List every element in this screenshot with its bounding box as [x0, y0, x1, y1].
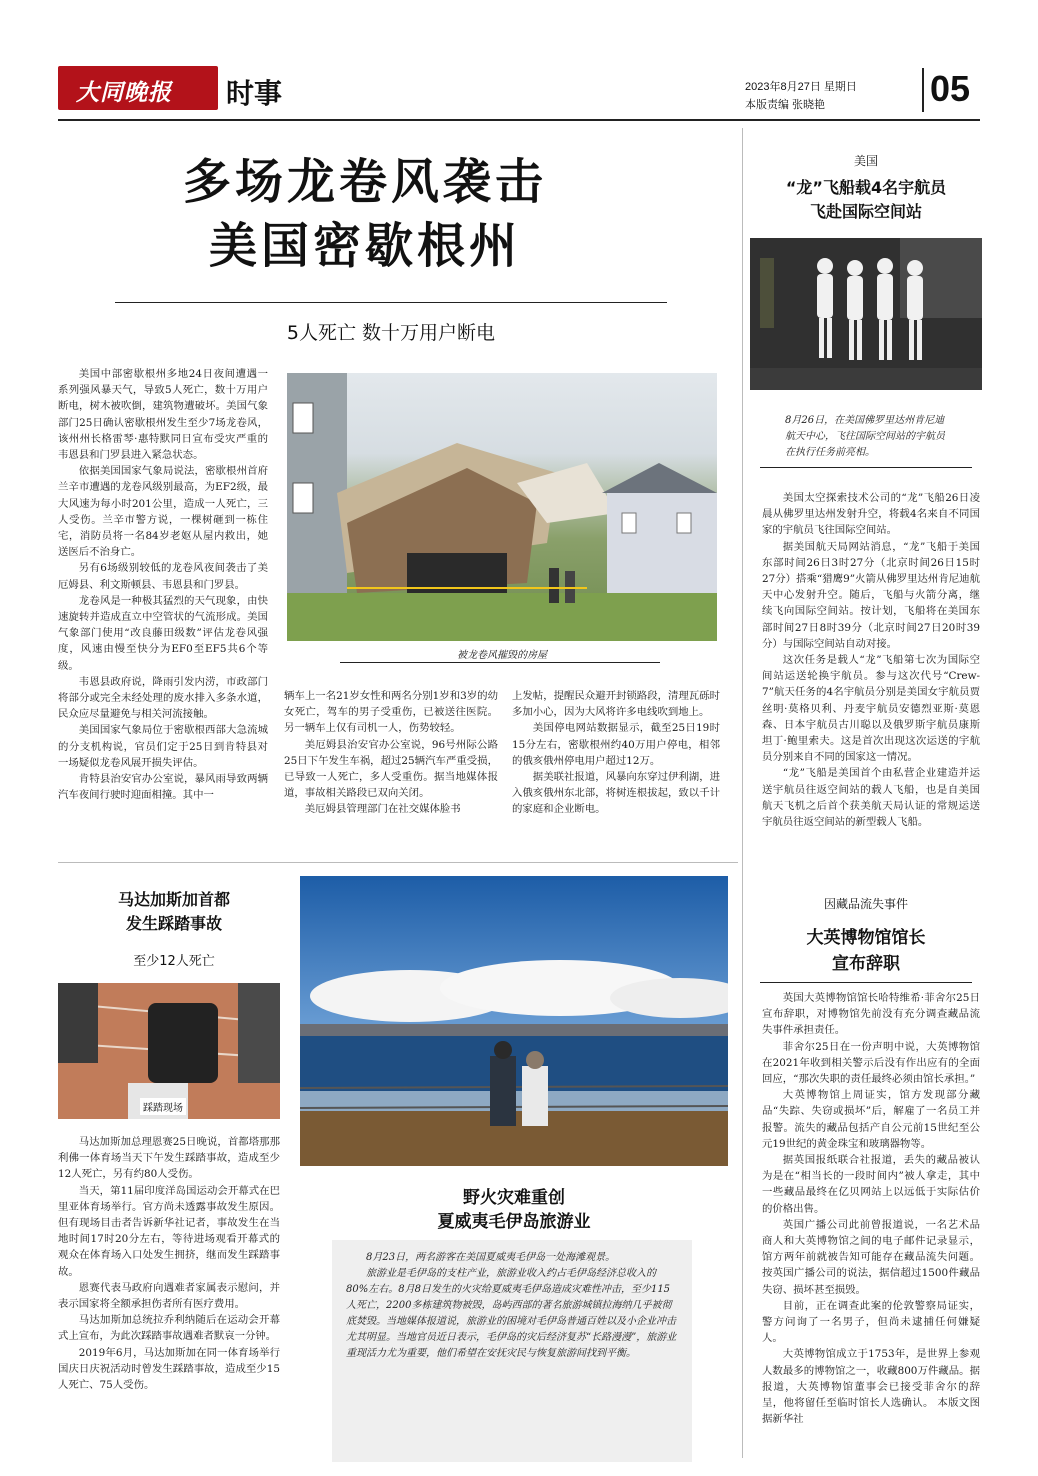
astronauts-image [750, 238, 982, 390]
museum-headline [750, 925, 982, 977]
paragraph: 上发帖，提醒民众避开封锁路段，清理瓦砾时多加小心，因为大风将许多电线吹到地上。 [512, 690, 720, 719]
paragraph: 2019年6月，马达加斯加在同一体育场举行国庆日庆祝活动时曾发生踩踏事故，造成至少15人死亡、75人受伤。 [58, 1346, 280, 1392]
paragraph: 美国国家气象局位于密歇根西部大急流城的分支机构说，官员们定于25日到肯特县对一场疑似龙卷风展开损失评估。 [58, 724, 268, 769]
paragraph: 美国中部密歇根州多地24日夜间遭遇一系列强风暴天气，导致5人死亡，数十万用户断电，树木被吹倒，建筑物遭破坏。美国气象部门25日确认密歇根州发生至少7场龙卷风，该州州长格雷琴·惠特默同日宣布受灾严重的韦恩县和门罗县进入紧急状态。 [58, 368, 268, 462]
museum-label: 因藏品流失事件 [823, 897, 908, 911]
paragraph: 据美国航天局网站消息，“龙”飞船于美国东部时间26日3时27分（北京时间26日15时27分）搭乘“猎鹰9”火箭从佛罗里达州肯尼迪航天中心发射升空。随后，飞船与火箭分离，继续飞向国际空间站。按计划，飞船将在美国东部时间27日8时39分（北京时间27日20时39分）与国际空间站自动对接。 [762, 540, 980, 650]
main-headline-line1: 多场龙卷风袭击 [182, 154, 547, 210]
paragraph: 肯特县治安官办公室说，暴风雨导致两辆汽车夜间行驶时迎面相撞。其中一 [58, 773, 268, 802]
maui-caption-body: 旅游业是毛伊岛的支柱产业，旅游业收入约占毛伊岛经济总收入的80%左右。8月8日发生的火灾给夏威夷毛伊岛造成灾难性冲击，至少115人死亡，2200多栋建筑物被毁，岛屿西部的著名旅游城镇拉海纳几乎被彻底焚毁。当地媒体报道说，旅游业的困境对毛伊岛普通百姓以及小企业冲击尤其明显。当地官员近日表示，毛伊岛的灾后经济复苏“长路漫漫”，旅游业重现活力尤为重要，他们希望在安抚灾民与恢复旅游间找到平衡。 [346, 1268, 677, 1359]
headline-rule [115, 302, 667, 303]
spacex-headline-line1: “龙”飞船载4名宇航员 [785, 178, 947, 197]
main-subheadline: 5人死亡 数十万用户断电 [286, 322, 496, 344]
stampede-photo [58, 983, 280, 1119]
paragraph: 这次任务是载人“龙”飞船第七次为国际空间站运送轮换宇航员。参与这次代号“Crew-7”航天任务的4名宇航员分别是美国女宇航员贾丝明·莫格贝利、丹麦宇航员安德烈亚斯·莫恩森、日本宇航员古川聪以及俄罗斯宇航员康斯坦丁·鲍里索夫。这是首次出现这次运送的宇航员分别来自不同的国家这一情况。 [762, 654, 980, 764]
paragraph: 英国大英博物馆馆长哈特维希·菲舍尔25日宣布辞职，对博物馆先前没有充分调查藏品流失事件承担责任。 [762, 992, 980, 1037]
paragraph: 美厄姆县治安官办公室说，96号州际公路25日下午发生车祸，超过25辆汽车严重受损，已导致一人死亡，多人受重伤。据当地媒体报道，事故相关路段已双向关闭。 [284, 738, 498, 800]
paragraph: 韦恩县政府说，降雨引发内涝，市政部门将部分或完全未经处理的废水排入多条水道，民众应尽量避免与相关河流接触。 [58, 675, 268, 721]
madagascar-subheadline: 至少12人死亡 [133, 954, 215, 969]
paragraph: 据美联社报道，风暴向东穿过伊利湖，进入俄亥俄州东北部，将树连根拔起，致以千计的家庭和企业断电。 [512, 771, 720, 816]
museum-headline-line2: 宣布辞职 [832, 954, 900, 974]
main-headline-line2: 美国密歇根州 [208, 218, 521, 274]
spacex-body [762, 490, 980, 830]
museum-body [762, 990, 980, 1427]
header-divider-vertical [922, 68, 924, 112]
maui-headline-line2: 夏威夷毛伊岛旅游业 [437, 1212, 591, 1232]
main-headline [60, 150, 670, 278]
main-column-3 [512, 688, 720, 818]
museum-rule [760, 982, 972, 983]
paragraph: 目前，正在调查此案的伦敦警察局证实，警方问询了一名男子，但尚未逮捕任何嫌疑人。 [762, 1299, 980, 1345]
header-rule [58, 119, 980, 121]
paragraph: 马达加斯加总理恩赛25日晚说，首都塔那那利佛一体育场当天下午发生踩踏事故，造成至少12人死亡，另有约80人受伤。 [58, 1136, 280, 1181]
maui-headline [300, 1186, 728, 1234]
maui-coast-photo [300, 876, 728, 1166]
paragraph: 恩赛代表马政府向遇难者家属表示慰问，并表示国家将全额承担伤者所有医疗费用。 [58, 1281, 280, 1311]
spacex-headline-line2: 飞赴国际空间站 [809, 202, 922, 221]
spacex-headline [750, 176, 982, 224]
paragraph: 辆车上一名21岁女性和两名分别1岁和3岁的幼女死亡，驾车的男子受重伤，已被送往医院。另一辆车上仅有司机一人，伤势较轻。 [284, 690, 498, 735]
paragraph: 另有6场级别较低的龙卷风夜间袭击了美厄姆县、利文斯顿县、韦恩县和门罗县。 [58, 562, 268, 591]
column-divider [742, 128, 743, 1458]
paragraph: 美厄姆县管理部门在社交媒体脸书 [304, 803, 461, 816]
paragraph: 当天，第11届印度洋岛国运动会开幕式在巴里亚体育场举行。官方尚未透露事故发生原因。但有现场目击者告诉新华社记者，事故发生在当地时间17时20分左右，等待进场观看开幕式的观众在体育场入口处发生拥挤，继而发生踩踏事故。 [58, 1184, 280, 1278]
issue-date: 2023年8月27日 星期日 [745, 81, 857, 93]
maui-caption-box [332, 1240, 692, 1462]
madagascar-headline-line2: 发生踩踏事故 [125, 914, 222, 933]
maui-caption: 8月23日，两名游客在美国夏威夷毛伊岛一处海滩观景。 [366, 1252, 616, 1263]
maui-coast-image [300, 876, 728, 1166]
paragraph: 据英国报纸联合社报道，丢失的藏品被认为是在“相当长的一段时间内”被人拿走，其中一些藏品最终在亿贝网站上以远低于实际估价的价格出售。 [762, 1154, 980, 1215]
astronauts-caption: 8月26日，在美国佛罗里达州肯尼迪航天中心，飞往国际空间站的宇航员在执行任务前亮相。 [785, 415, 945, 458]
spacex-caption-rule [760, 467, 972, 468]
astronauts-photo [750, 238, 982, 390]
tornado-damage-photo [287, 373, 717, 641]
page-editor: 本版责编 张晓艳 [745, 99, 826, 111]
madagascar-headline-line1: 马达加斯加首都 [117, 890, 230, 909]
page-number: 05 [930, 68, 971, 109]
tornado-damage-image [287, 373, 717, 641]
madagascar-body [58, 1134, 280, 1393]
stampede-photo-label: 踩踏现场 [140, 1098, 186, 1115]
paragraph: 大英博物馆上周证实，馆方发现部分藏品“失踪、失窃或损坏”后，解雇了一名员工并报警。流失的藏品包括产自公元前15世纪至公元19世纪的黄金珠宝和玻璃器物等。 [762, 1089, 980, 1150]
madagascar-headline [58, 888, 290, 936]
paragraph: 依据美国国家气象局说法，密歇根州首府兰辛市遭遇的龙卷风级别最高，为EF2级，最大风速为每小时201公里，造成一人死亡，三人受伤。兰辛市警方说，一棵树砸到一栋住宅，消防员将一名84岁老妪从屋内救出，她送医后不治身亡。 [58, 465, 268, 559]
paragraph: 美国太空探索技术公司的“龙”飞船26日凌晨从佛罗里达州发射升空，将载4名来自不同国家的宇航员飞往国际空间站。 [762, 492, 980, 537]
tornado-photo-caption: 被龙卷风摧毁的房屋 [457, 650, 547, 661]
section-name: 时事 [226, 77, 283, 110]
main-column-1 [58, 366, 268, 803]
paragraph: 马达加斯加总统拉乔利纳随后在运动会开幕式上宣布，为此次踩踏事故遇难者默哀一分钟。 [58, 1314, 280, 1343]
paragraph: “龙”飞船是美国首个由私营企业建造并运送宇航员往返空间站的载人飞船，也是自美国航天飞机之后首个获美航天局认证的常规运送宇航员往返空间站的新型载人飞船。 [762, 767, 980, 829]
paragraph: 美国停电网站数据显示，截至25日19时15分左右，密歇根州约40万用户停电，相邻的俄亥俄州停电用户超过12万。 [512, 722, 720, 767]
paragraph: 大英博物馆成立于1753年，是世界上参观人数最多的博物馆之一，收藏800万件藏品。据报道，大英博物馆董事会已接受菲舍尔的辞呈，他将留任至临时馆长人选确认。 本版文图据新华社 [762, 1348, 980, 1426]
caption-rule [340, 662, 660, 663]
museum-headline-line1: 大英博物馆馆长 [806, 928, 926, 948]
paragraph: 英国广播公司此前曾报道说，一名艺术品商人和大英博物馆之间的电子邮件记录显示，馆方两年前就被告知可能存在藏品流失问题。按英国广播公司的说法，据信超过1500件藏品失窃、损坏甚至损毁。 [762, 1218, 980, 1296]
maui-headline-line1: 野火灾难重创 [463, 1188, 565, 1208]
main-column-2 [284, 688, 498, 818]
lower-section-rule [58, 862, 738, 863]
spacex-label: 美国 [853, 154, 878, 168]
masthead-logo [58, 66, 218, 110]
logo-text: 大同晚报 [76, 79, 172, 106]
paragraph: 龙卷风是一种极其猛烈的天气现象，由快速旋转并造成直立中空管状的气流形成。美国气象部门使用“改良藤田级数”评估龙卷风强度，风速由慢至快分为EF0至EF5共6个等级。 [58, 594, 268, 672]
paragraph: 菲舍尔25日在一份声明中说，大英博物馆在2021年收到相关警示后没有作出应有的全面回应，“那次失职的责任最终必须由馆长承担。” [762, 1040, 980, 1086]
